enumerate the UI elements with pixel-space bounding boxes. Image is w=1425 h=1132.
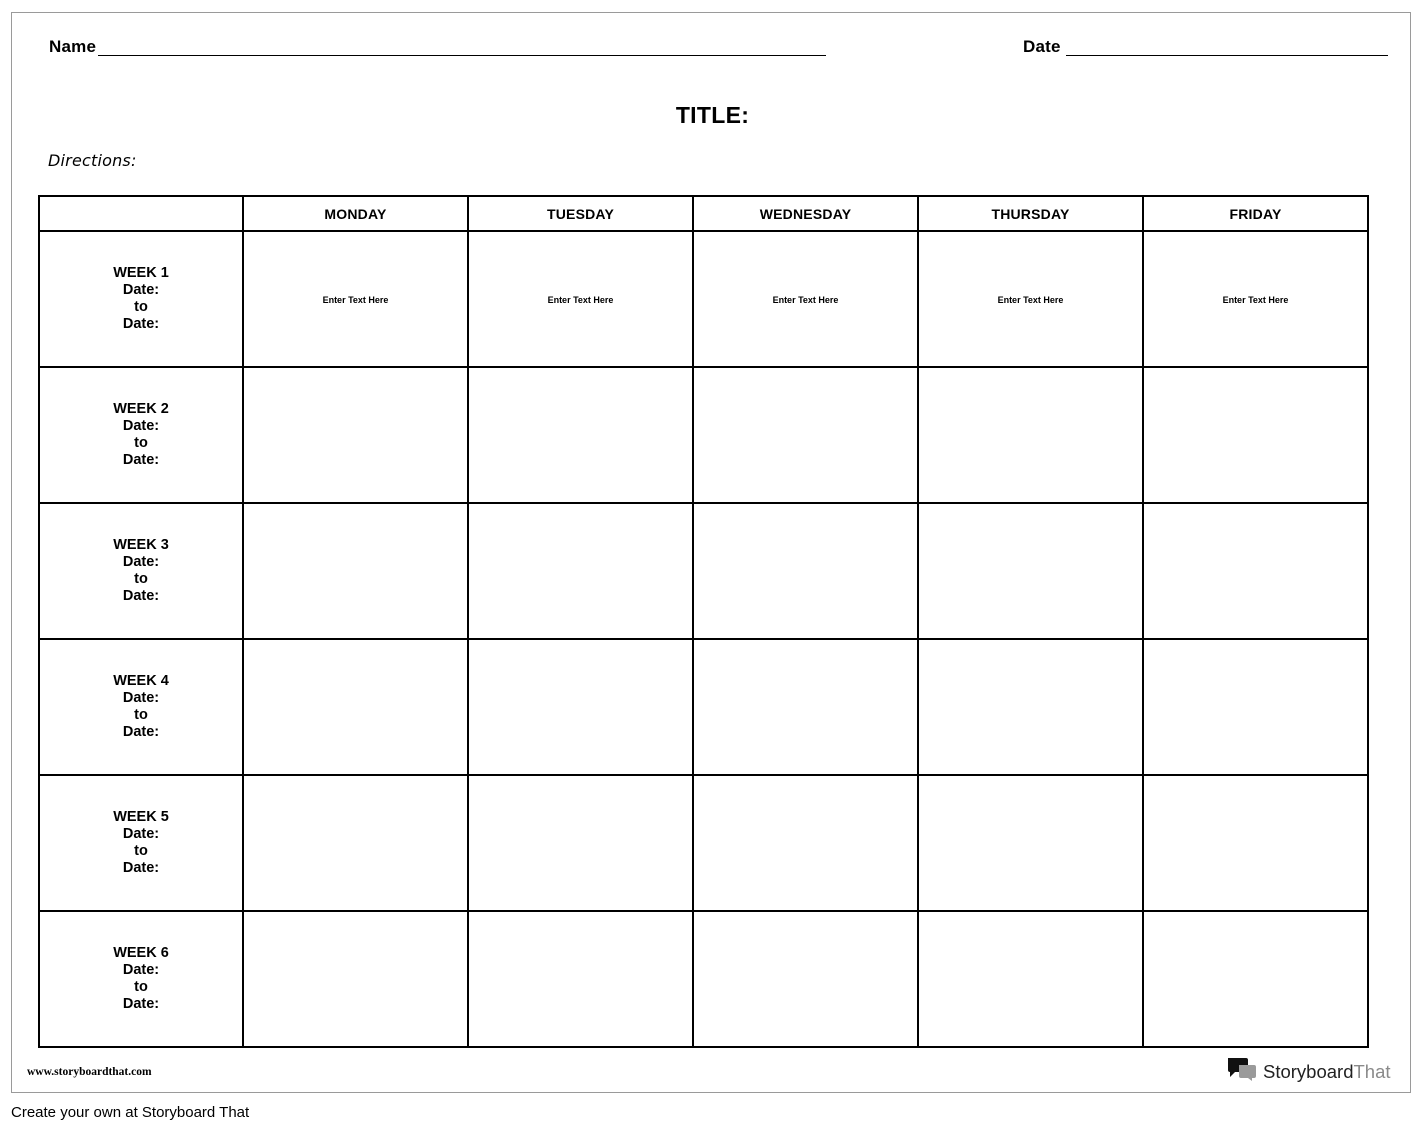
day-header-friday: FRIDAY [1143,196,1368,231]
name-input-line[interactable] [98,55,826,56]
entry-cell[interactable] [243,231,468,367]
entry-cell[interactable] [918,639,1143,775]
entry-cell[interactable] [693,639,918,775]
week-label-cell [39,775,243,911]
entry-cell[interactable] [243,367,468,503]
week-date-end[interactable]: Date: [122,588,160,604]
week-date-end[interactable]: Date: [122,996,160,1012]
entry-cell[interactable] [243,911,468,1047]
entry-cell[interactable] [468,639,693,775]
week-label: WEEK 4 [113,673,169,689]
corner-cell [39,196,243,231]
week-date-start[interactable]: Date: [122,690,160,706]
week-date-end[interactable]: Date: [122,316,160,332]
cell-text[interactable]: Enter Text Here [997,295,1064,305]
cell-text[interactable]: Enter Text Here [547,295,614,305]
week-date-to: to [134,435,148,451]
entry-cell[interactable] [1143,367,1368,503]
date-input-line[interactable] [1066,55,1388,56]
week-label: WEEK 3 [113,537,169,553]
week-date-end[interactable]: Date: [122,860,160,876]
entry-cell[interactable] [1143,639,1368,775]
week-label: WEEK 1 [113,265,169,281]
storyboardthat-logo[interactable] [1226,1056,1391,1087]
speech-bubbles-icon [1226,1056,1258,1087]
week-label: WEEK 6 [113,945,169,961]
website-url: www.storyboardthat.com [27,1066,152,1078]
entry-cell[interactable] [693,367,918,503]
entry-cell[interactable] [1143,911,1368,1047]
entry-cell[interactable] [918,367,1143,503]
entry-cell[interactable] [243,503,468,639]
week-date-start[interactable]: Date: [122,962,160,978]
entry-cell[interactable] [468,503,693,639]
week-date-to: to [134,299,148,315]
entry-cell[interactable] [918,231,1143,367]
directions-label[interactable]: Directions: [48,151,137,170]
brand-wordmark [1263,1061,1391,1083]
brand-name-bold: Storyboard [1263,1060,1354,1082]
week-label: WEEK 5 [113,809,169,825]
week-row-6 [39,911,1368,1047]
calendar-grid [38,195,1369,1048]
week-date-end[interactable]: Date: [122,452,160,468]
worksheet-title[interactable]: TITLE: [675,102,750,128]
day-header-thursday: THURSDAY [918,196,1143,231]
entry-cell[interactable] [1143,775,1368,911]
entry-cell[interactable] [468,231,693,367]
cell-text[interactable]: Enter Text Here [322,295,389,305]
entry-cell[interactable] [1143,231,1368,367]
entry-cell[interactable] [693,503,918,639]
day-header-wednesday: WEDNESDAY [693,196,918,231]
week-row-2 [39,367,1368,503]
entry-cell[interactable] [1143,503,1368,639]
week-date-start[interactable]: Date: [122,418,160,434]
entry-cell[interactable] [918,775,1143,911]
week-label-cell [39,503,243,639]
week-date-to: to [134,979,148,995]
week-date-start[interactable]: Date: [122,554,160,570]
entry-cell[interactable] [243,775,468,911]
entry-cell[interactable] [468,367,693,503]
day-header-monday: MONDAY [243,196,468,231]
week-label-cell [39,367,243,503]
week-date-end[interactable]: Date: [122,724,160,740]
week-row-1 [39,231,1368,367]
name-label: Name [49,37,97,56]
week-label-cell [39,911,243,1047]
entry-cell[interactable] [693,775,918,911]
day-header-tuesday: TUESDAY [468,196,693,231]
week-date-to: to [134,571,148,587]
week-label-cell [39,639,243,775]
week-row-4 [39,639,1368,775]
week-date-start[interactable]: Date: [122,282,160,298]
cell-text[interactable]: Enter Text Here [772,295,839,305]
create-your-own-link[interactable]: Create your own at Storyboard That [11,1104,250,1121]
entry-cell[interactable] [243,639,468,775]
cell-text[interactable]: Enter Text Here [1222,295,1289,305]
week-date-start[interactable]: Date: [122,826,160,842]
entry-cell[interactable] [918,503,1143,639]
week-date-to: to [134,843,148,859]
brand-name-light: That [1353,1060,1391,1082]
week-row-5 [39,775,1368,911]
week-label: WEEK 2 [113,401,169,417]
week-date-to: to [134,707,148,723]
entry-cell[interactable] [918,911,1143,1047]
entry-cell[interactable] [468,775,693,911]
week-label-cell [39,231,243,367]
date-label: Date [1023,37,1061,56]
entry-cell[interactable] [693,911,918,1047]
entry-cell[interactable] [468,911,693,1047]
week-row-3 [39,503,1368,639]
entry-cell[interactable] [693,231,918,367]
